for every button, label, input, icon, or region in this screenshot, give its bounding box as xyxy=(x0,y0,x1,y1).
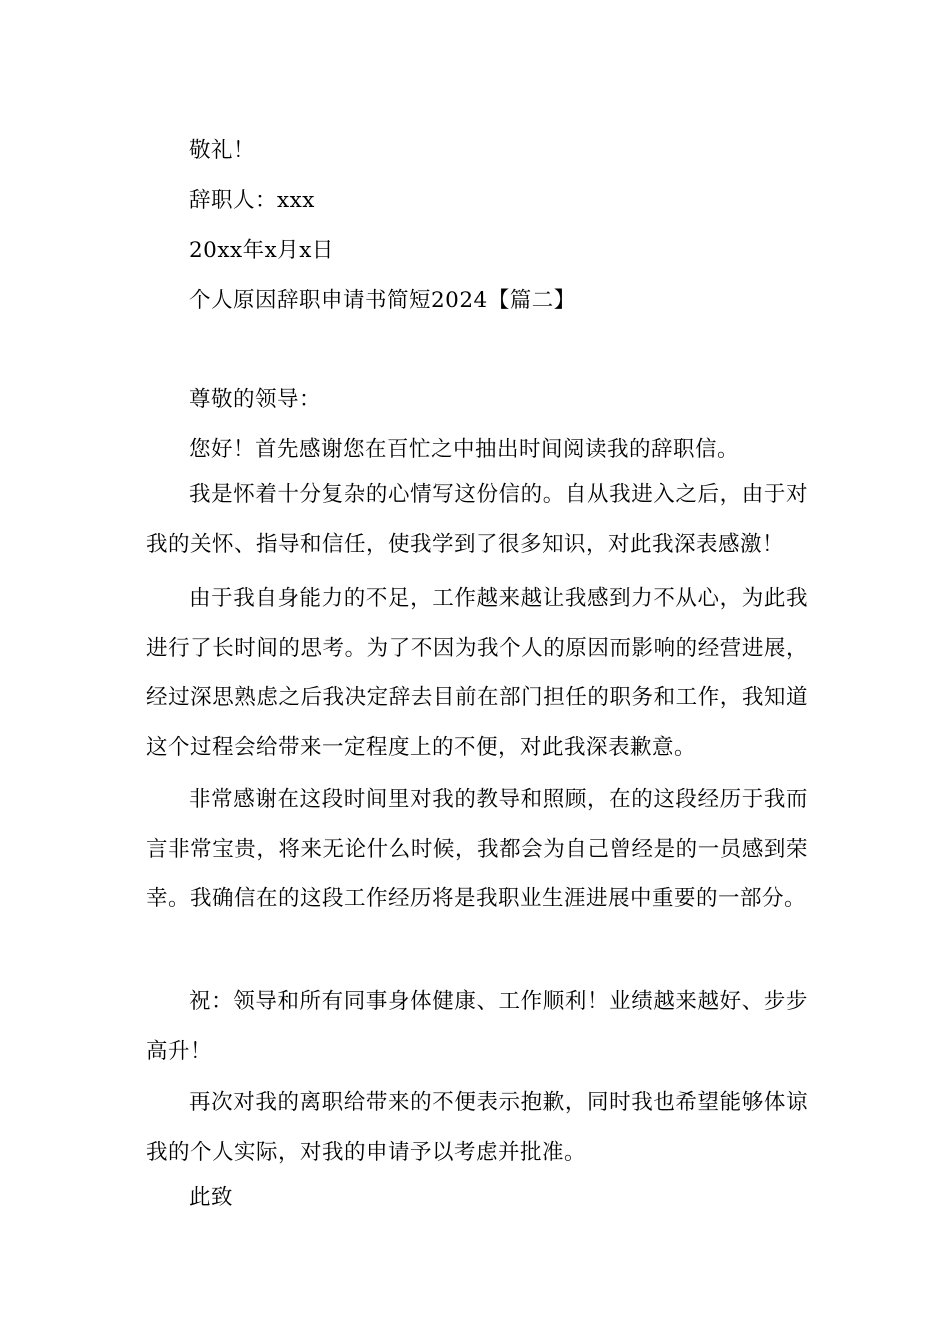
signer-line: 辞职人：xxx xyxy=(189,188,315,213)
letter-opening: 您好！首先感谢您在百忙之中抽出时间阅读我的辞职信。 xyxy=(189,437,740,462)
closing-salute: 敬礼！ xyxy=(189,138,256,163)
body-paragraph: 再次对我的离职给带来的不便表示抱歉，同时我也希望能够体谅我的个人实际，对我的申请予以考虑并批准。 xyxy=(146,1090,808,1165)
date-line: 20xx年x月x日 xyxy=(189,238,334,263)
body-paragraph: 由于我自身能力的不足，工作越来越让我感到力不从心，为此我进行了长时间的思考。为了不因为我个人的原因而影响的经营进展，经过深思熟虑之后我决定辞去目前在部门担任的职务和工作，我知道这个过程会给带来一定程度上的不便，对此我深表歉意。 xyxy=(146,586,808,760)
closing-phrase: 此致 xyxy=(189,1185,234,1210)
body-paragraph: 我是怀着十分复杂的心情写这份信的。自从我进入之后，由于对我的关怀、指导和信任，使我学到了很多知识，对此我深表感激！ xyxy=(146,482,808,557)
body-paragraph: 非常感谢在这段时间里对我的教导和照顾，在的这段经历于我而言非常宝贵，将来无论什么时候，我都会为自己曾经是的一员感到荣幸。我确信在的这段工作经历将是我职业生涯进展中重要的一部分。 xyxy=(146,787,808,911)
body-paragraph: 祝：领导和所有同事身体健康、工作顺利！业绩越来越好、步步高升！ xyxy=(146,989,808,1064)
letter-greeting: 尊敬的领导： xyxy=(189,387,322,412)
section-heading: 个人原因辞职申请书简短2024【篇二】 xyxy=(189,288,576,313)
